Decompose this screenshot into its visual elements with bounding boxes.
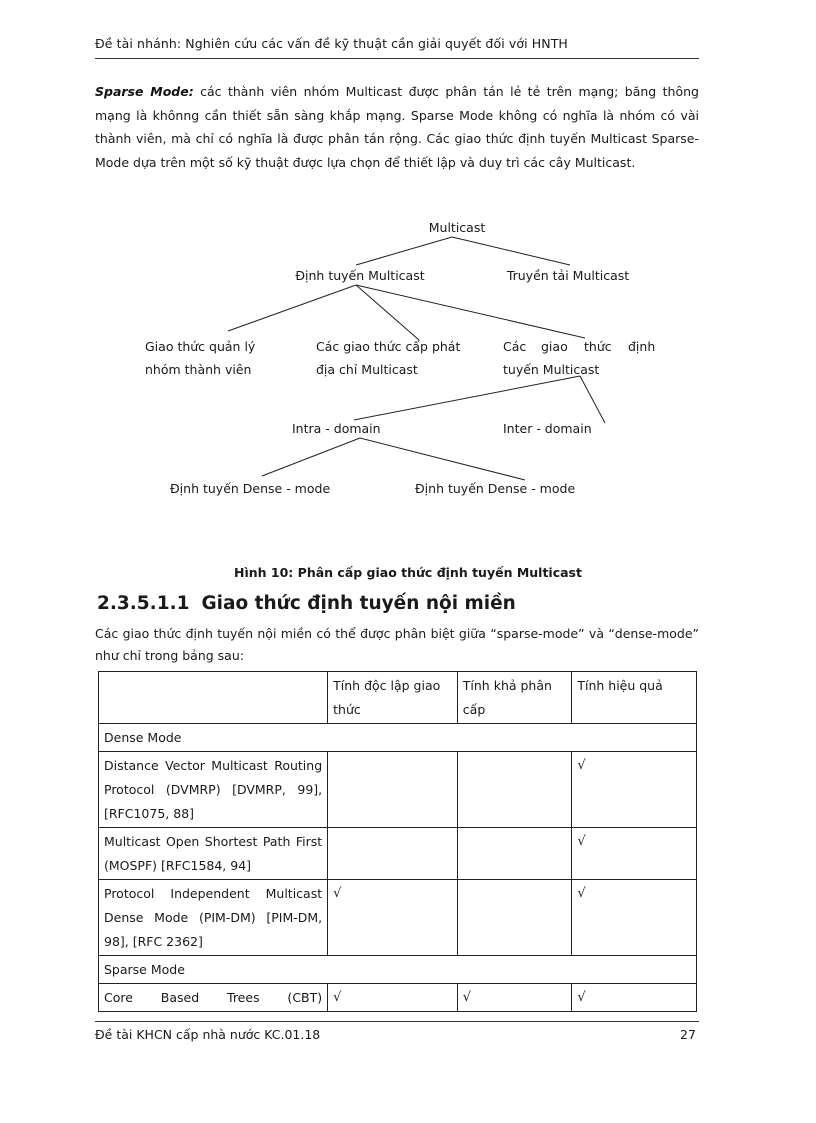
header-cell: Tính hiệu quả [572, 672, 697, 724]
term-label: Sparse Mode: [95, 84, 194, 99]
check-cell: √ [457, 984, 572, 1012]
check-cell: √ [328, 880, 458, 956]
edge-routing-alloc [356, 285, 419, 340]
protocol-name: Distance Vector Multicast Routing Protocol (DVMRP) [DVMRP, 99],[RFC1075, 88] [99, 752, 328, 828]
check-cell: √ [572, 984, 697, 1012]
check-cell: √ [572, 752, 697, 828]
check-cell [328, 752, 458, 828]
table-header-row [99, 672, 697, 724]
node-proto-word3: thức [584, 339, 612, 354]
node-alloc-line1: Các giao thức cấp phát [316, 339, 461, 354]
table-row [99, 828, 697, 880]
node-member-line2: nhóm thành viên [145, 362, 252, 377]
protocol-name: Multicast Open Shortest Path First (MOSPF) [RFC1584, 94] [99, 828, 328, 880]
edge-root-transport [452, 237, 570, 265]
group-label: Dense Mode [99, 724, 697, 752]
header-cell: Tính độc lập giao thức [328, 672, 458, 724]
section-number: 2.3.5.1.1 [97, 593, 190, 614]
group-row-dense [99, 724, 697, 752]
footer-rule [95, 1021, 699, 1022]
table-row [99, 880, 697, 956]
node-proto-word2: giao [541, 339, 568, 354]
section-intro: Các giao thức định tuyến nội miền có thể được phân biệt giữa “sparse-mode” và “dense-mode” như chỉ trong bảng sau: [95, 626, 699, 663]
figure-caption: Hình 10: Phân cấp giao thức định tuyến Multicast [234, 565, 582, 580]
edge-root-routing [356, 237, 452, 265]
header-cell: Tính khả phân cấp [457, 672, 572, 724]
check-cell: √ [328, 984, 458, 1012]
check-cell: √ [572, 880, 697, 956]
node-routing: Định tuyến Multicast [295, 268, 425, 283]
check-cell [457, 880, 572, 956]
node-proto-word4: định [628, 339, 656, 354]
section-heading [97, 593, 516, 614]
page-number: 27 [680, 1027, 696, 1042]
node-dense-left: Định tuyến Dense - mode [170, 481, 331, 496]
edge-proto-intra [354, 376, 580, 420]
edge-routing-member [228, 285, 356, 331]
node-proto-word1: Các [503, 339, 527, 354]
table-row [99, 752, 697, 828]
edge-routing-proto [356, 285, 585, 338]
node-alloc-line2: địa chỉ Multicast [316, 362, 418, 377]
node-member-line1: Giao thức quản lý [145, 339, 256, 354]
node-intra: Intra - domain [292, 421, 381, 436]
footer-project: Đề tài KHCN cấp nhà nước KC.01.18 [95, 1027, 321, 1042]
page-header: Đề tài nhánh: Nghiên cứu các vấn đề kỹ thuật cần giải quyết đối với HNTH [95, 36, 568, 51]
group-label: Sparse Mode [99, 956, 697, 984]
protocol-name: Protocol Independent Multicast Dense Mode (PIM-DM) [PIM-DM, 98], [RFC 2362] [99, 880, 328, 956]
node-multicast: Multicast [428, 220, 486, 235]
section-title: Giao thức định tuyến nội miền [201, 593, 516, 614]
hierarchy-diagram [0, 0, 816, 520]
check-cell [457, 752, 572, 828]
header-cell [99, 672, 328, 724]
edge-intra-dense-left [262, 438, 360, 476]
check-cell: √ [572, 828, 697, 880]
table-row [99, 984, 697, 1012]
protocol-table [98, 671, 697, 1012]
edge-intra-dense-right [360, 438, 525, 480]
check-cell [328, 828, 458, 880]
group-row-sparse [99, 956, 697, 984]
edge-proto-inter [580, 376, 605, 423]
paragraph-text: các thành viên nhóm Multicast được phân tán lẻ tẻ trên mạng; băng thông mạng là khônng cần thiết sẵn sàng khắp mạng. Sparse Mode không có nghĩa là nhóm có vài thành viên, mà chỉ có nghĩa là được phân tán rộng. Các giao thức định tuyến Multicast Sparse-Mode dựa trên một số kỹ thuật được lựa chọn để thiết lập và duy trì các cây Multicast. [95, 84, 699, 170]
protocol-name: Core Based Trees (CBT) [99, 984, 328, 1012]
node-inter: Inter - domain [503, 421, 592, 436]
node-proto-line2: tuyến Multicast [503, 362, 600, 377]
check-cell [457, 828, 572, 880]
node-dense-right: Định tuyến Dense - mode [415, 481, 576, 496]
node-transport: Truyền tải Multicast [506, 268, 630, 283]
